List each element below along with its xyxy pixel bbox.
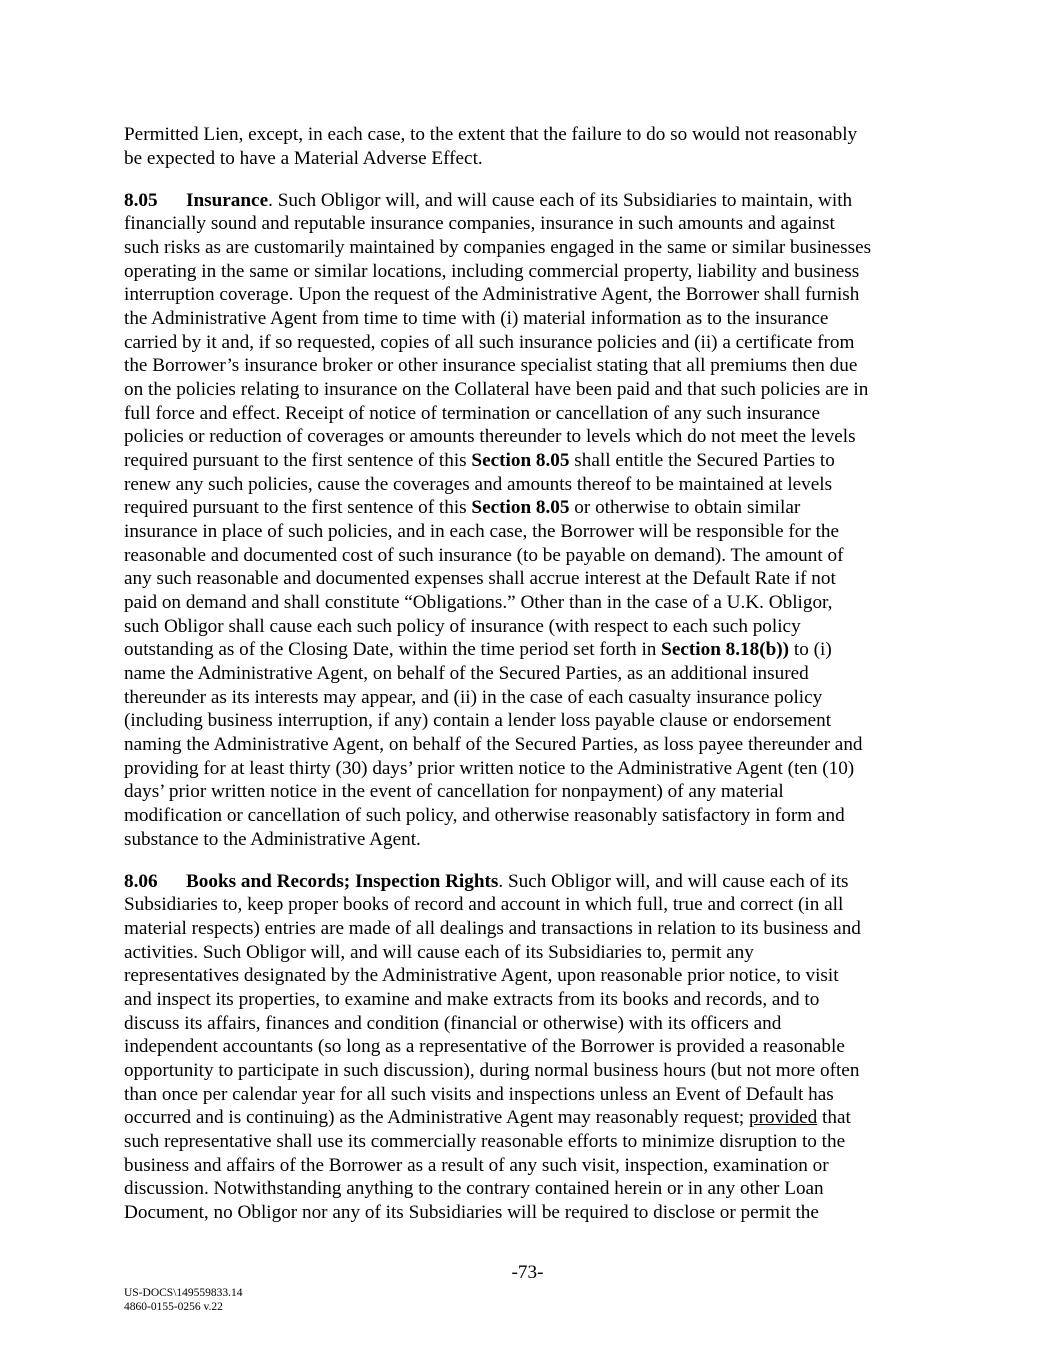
section-number: 8.06 (124, 870, 158, 892)
text-line: insurance in place of such policies, and in each case, the Borrower will be responsible for the (124, 521, 840, 542)
text-line: Permitted Lien, except, in each case, to the extent that the failure to do so would not reasonably (124, 124, 858, 145)
text-line: such risks as are customarily maintained by companies engaged in the same or similar businesses (124, 237, 872, 259)
text-fragment: or otherwise to obtain similar (569, 497, 801, 519)
text-line: activities. Such Obligor will, and will cause each of its Subsidiaries to, permit any (124, 941, 754, 963)
text-line: renew any such policies, cause the coverages and amounts thereof to be maintained at levels (124, 473, 833, 495)
text-fragment: to (i) (789, 639, 832, 661)
text-line: opportunity to participate in such discussion), during normal business hours (but not more often (124, 1059, 860, 1081)
text-line: naming the Administrative Agent, on behalf of the Secured Parties, as loss payee thereunder and (124, 733, 863, 755)
text-line (124, 496, 932, 520)
document-footer (124, 1286, 243, 1314)
text-line: substance to the Administrative Agent. (124, 828, 421, 850)
section-reference: Section 8.05 (471, 450, 570, 472)
text-line: carried by it and, if so requested, copies of all such insurance policies and (ii) a certificate from (124, 331, 855, 353)
text-line: discussion. Notwithstanding anything to the contrary contained herein or in any other Loan (124, 1178, 824, 1200)
text-fragment: . Such Obligor will, and will cause each of its Subsidiaries to maintain, with (268, 189, 853, 211)
text-line: financially sound and reputable insurance companies, insurance in such amounts and against (124, 213, 835, 235)
text-line: such representative shall use its commercially reasonable efforts to minimize disruption to the (124, 1130, 846, 1152)
text-line: paid on demand and shall constitute “Obligations.” Other than in the case of a U.K. Obligor, (124, 591, 833, 613)
text-line (124, 638, 932, 662)
text-line: business and affairs of the Borrower as a result of any such visit, inspection, examination or (124, 1154, 829, 1176)
text-fragment: required pursuant to the first sentence of this (124, 450, 472, 472)
text-line: the Administrative Agent from time to time with (i) material information as to the insurance (124, 308, 829, 330)
text-line: be expected to have a Material Adverse Effect. (124, 147, 483, 169)
section-reference: Section 8.18(b)) (661, 639, 790, 661)
section-heading: Insurance (186, 189, 269, 211)
text-line: full force and effect. Receipt of notice of termination or cancellation of any such insurance (124, 402, 820, 424)
text-line: interruption coverage. Upon the request of the Administrative Agent, the Borrower shall furnish (124, 284, 860, 306)
section-8-06 (124, 870, 932, 1225)
text-fragment: outstanding as of the Closing Date, within the time period set forth in (124, 639, 662, 661)
footer-doc-id: US-DOCS\149559833.14 (124, 1287, 243, 1299)
section-reference: Section 8.05 (471, 497, 570, 519)
text-line: on the policies relating to insurance on the Collateral have been paid and that such policies are in (124, 379, 869, 401)
section-heading-line (124, 189, 932, 213)
continuation-paragraph (124, 123, 932, 170)
text-line: representatives designated by the Administrative Agent, upon reasonable prior notice, to visit (124, 965, 839, 987)
text-line: operating in the same or similar locations, including commercial property, liability and business (124, 260, 860, 282)
text-fragment: . Such Obligor will, and will cause each of its (498, 870, 849, 892)
text-line: discuss its affairs, finances and condition (financial or otherwise) with its officers and (124, 1012, 782, 1034)
text-fragment: that (817, 1107, 851, 1129)
text-line: independent accountants (so long as a representative of the Borrower is provided a reasonable (124, 1036, 845, 1058)
text-line: providing for at least thirty (30) days’ prior written notice to the Administrative Agent (ten (10) (124, 757, 855, 779)
text-line: policies or reduction of coverages or amounts thereunder to levels which do not meet the levels (124, 426, 856, 448)
footer-version: 4860-0155-0256 v.22 (124, 1301, 223, 1313)
text-fragment: required pursuant to the first sentence of this (124, 497, 472, 519)
page-number: -73- (511, 1262, 544, 1283)
text-line: such Obligor shall cause each such policy of insurance (with respect to each such policy (124, 615, 801, 637)
section-8-05 (124, 189, 932, 851)
text-line: reasonable and documented cost of such insurance (to be payable on demand). The amount of (124, 544, 844, 566)
text-line (124, 1106, 932, 1130)
section-heading: Books and Records; Inspection Rights (186, 870, 499, 892)
text-line: days’ prior written notice in the event of cancellation for nonpayment) of any material (124, 781, 784, 803)
section-heading-line (124, 870, 932, 894)
text-line: thereunder as its interests may appear, and (ii) in the case of each casualty insurance policy (124, 686, 823, 708)
section-number: 8.05 (124, 189, 158, 211)
text-fragment: occurred and is continuing) as the Administrative Agent may reasonably request; (124, 1107, 750, 1129)
proviso-term: provided (749, 1107, 818, 1129)
text-line: than once per calendar year for all such visits and inspections unless an Event of Default has (124, 1083, 834, 1105)
text-line: and inspect its properties, to examine and make extracts from its books and records, and to (124, 988, 820, 1010)
text-line: material respects) entries are made of all dealings and transactions in relation to its business and (124, 918, 861, 939)
text-line: modification or cancellation of such policy, and otherwise reasonably satisfactory in form and (124, 804, 845, 826)
text-fragment: shall entitle the Secured Parties to (569, 450, 835, 472)
text-line: the Borrower’s insurance broker or other insurance specialist stating that all premiums then due (124, 355, 858, 377)
text-line: name the Administrative Agent, on behalf of the Secured Parties, as an additional insured (124, 662, 809, 684)
text-line: Document, no Obligor nor any of its Subsidiaries will be required to disclose or permit the (124, 1201, 819, 1223)
document-page (124, 123, 932, 1243)
text-line: Subsidiaries to, keep proper books of record and account in which full, true and correct (in all (124, 894, 844, 916)
text-line (124, 449, 932, 473)
text-line: any such reasonable and documented expenses shall accrue interest at the Default Rate if not (124, 568, 836, 590)
text-line: (including business interruption, if any) contain a lender loss payable clause or endorsement (124, 710, 832, 732)
